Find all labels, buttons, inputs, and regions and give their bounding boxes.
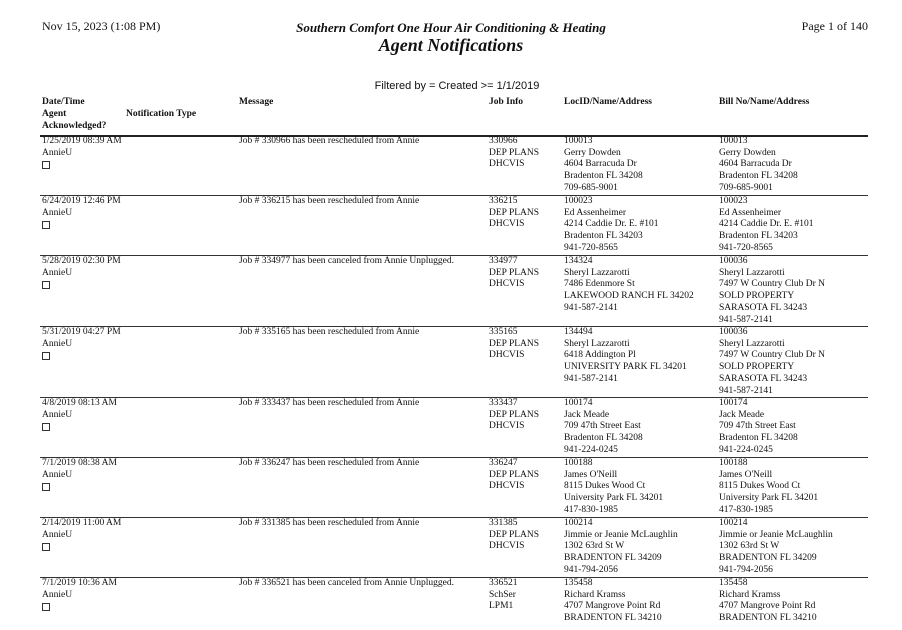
job-info-line: DHCVIS: [489, 219, 525, 230]
bill-address-line: 135458: [719, 578, 748, 588]
acknowledged-checkbox[interactable]: [42, 423, 50, 431]
loc-address-cell: [564, 136, 643, 195]
date-agent-cell: [42, 398, 117, 436]
date-agent-cell: [42, 136, 122, 174]
loc-address-line: 100013: [564, 136, 593, 146]
loc-address-line: Bradenton FL 34208: [564, 433, 643, 444]
bill-address-line: 709 47th Street East: [719, 421, 796, 432]
acknowledged-checkbox[interactable]: [42, 603, 50, 611]
bill-address-line: Gerry Dowden: [719, 147, 776, 158]
bill-address-line: Bradenton FL 34203: [719, 231, 798, 242]
job-info-line: DHCVIS: [489, 159, 525, 170]
loc-address-line: UNIVERSITY PARK FL 34201: [564, 362, 687, 373]
agent: AnnieU: [42, 338, 73, 349]
bill-address-line: BRADENTON FL 34209: [719, 553, 817, 564]
loc-address-line: BRADENTON FL 34210: [564, 613, 662, 624]
loc-address-cell: [564, 398, 643, 457]
bill-address-line: 100023: [719, 196, 748, 206]
loc-address-line: Gerry Dowden: [564, 147, 621, 158]
acknowledged-checkbox[interactable]: [42, 221, 50, 229]
agent: AnnieU: [42, 409, 73, 420]
loc-address-line: 709 47th Street East: [564, 421, 641, 432]
bill-address-line: 100214: [719, 518, 748, 528]
loc-address-line: University Park FL 34201: [564, 493, 664, 504]
bill-address-cell: [719, 518, 833, 577]
agent: AnnieU: [42, 207, 73, 218]
col-header-acknowledged: Acknowledged?: [42, 121, 107, 131]
job-info-line: 331385: [489, 518, 518, 528]
bill-address-cell: [719, 136, 798, 195]
bill-address-line: 100174: [719, 398, 748, 408]
loc-address-line: BRADENTON FL 34209: [564, 553, 662, 564]
loc-address-line: 7486 Edenmore St: [564, 279, 635, 290]
message: Job # 330966 has been rescheduled from Annie: [239, 136, 420, 146]
bill-address-cell: [719, 256, 825, 326]
date-agent-cell: [42, 458, 117, 496]
message: Job # 331385 has been rescheduled from Annie: [239, 518, 420, 528]
loc-address-line: Sheryl Lazzarotti: [564, 267, 630, 278]
datetime: 5/28/2019 02:30 PM: [42, 256, 121, 266]
message: Job # 335165 has been rescheduled from Annie: [239, 327, 420, 337]
job-info-cell: [489, 256, 539, 291]
bill-address-line: 4707 Mangrove Point Rd: [719, 601, 816, 612]
loc-address-line: Bradenton FL 34208: [564, 171, 643, 182]
bill-address-cell: [719, 458, 818, 517]
job-info-cell: [489, 578, 518, 613]
loc-address-line: Ed Assenheimer: [564, 207, 627, 218]
datetime: 7/1/2019 10:36 AM: [42, 578, 117, 588]
bill-address-line: 4214 Caddie Dr. E. #101: [719, 219, 814, 230]
date-agent-cell: [42, 578, 117, 616]
bill-address-line: Sheryl Lazzarotti: [719, 267, 785, 278]
bill-address-line: 100036: [719, 327, 748, 337]
bill-address-line: Jimmie or Jeanie McLaughlin: [719, 529, 833, 540]
job-info-line: DHCVIS: [489, 279, 525, 290]
filter-text: Filtered by = Created >= 1/1/2019: [374, 80, 540, 92]
bill-address-line: 100188: [719, 458, 748, 468]
loc-address-line: Richard Kramss: [564, 589, 626, 600]
col-header-loc: LocID/Name/Address: [564, 97, 652, 107]
job-info-cell: [489, 458, 539, 493]
loc-address-line: 941-587-2141: [564, 302, 618, 313]
bill-address-line: SARASOTA FL 34243: [719, 302, 808, 313]
datetime: 1/25/2019 08:39 AM: [42, 136, 122, 146]
loc-address-line: 100188: [564, 458, 593, 468]
acknowledged-checkbox[interactable]: [42, 161, 50, 169]
loc-address-line: Bradenton FL 34203: [564, 231, 643, 242]
acknowledged-checkbox[interactable]: [42, 281, 50, 289]
bill-address-line: 1302 63rd St W: [719, 541, 780, 552]
bill-address-line: BRADENTON FL 34210: [719, 613, 817, 624]
loc-address-line: Sheryl Lazzarotti: [564, 338, 630, 349]
bill-address-line: 7497 W Country Club Dr N: [719, 279, 825, 290]
bill-address-line: 941-720-8565: [719, 242, 773, 253]
loc-address-cell: [564, 458, 663, 517]
loc-address-line: 8115 Dukes Wood Ct: [564, 481, 646, 492]
report-date: Nov 15, 2023 (1:08 PM): [42, 19, 161, 33]
agent: AnnieU: [42, 469, 73, 480]
bill-address-line: 941-587-2141: [719, 314, 773, 325]
date-agent-cell: [42, 256, 121, 294]
acknowledged-checkbox[interactable]: [42, 543, 50, 551]
job-info-cell: [489, 518, 539, 553]
loc-address-cell: [564, 196, 658, 255]
job-info-line: 336215: [489, 196, 518, 206]
date-agent-cell: [42, 518, 121, 556]
bill-address-cell: [719, 398, 798, 457]
job-info-line: 335165: [489, 327, 518, 337]
bill-address-line: SOLD PROPERTY: [719, 362, 795, 373]
job-info-line: DEP PLANS: [489, 469, 540, 480]
datetime: 7/1/2019 08:38 AM: [42, 458, 117, 468]
job-info-line: LPM1: [489, 601, 514, 612]
message: Job # 336247 has been rescheduled from Annie: [239, 458, 420, 468]
job-info-line: 336247: [489, 458, 518, 468]
datetime: 6/24/2019 12:46 PM: [42, 196, 121, 206]
job-info-cell: [489, 398, 539, 433]
bill-address-line: 417-830-1985: [719, 504, 773, 515]
loc-address-line: 4707 Mangrove Point Rd: [564, 601, 661, 612]
loc-address-line: Jack Meade: [564, 409, 610, 420]
job-info-line: 333437: [489, 398, 518, 408]
message: Job # 336521 has been canceled from Annie Unplugged.: [239, 578, 455, 588]
job-info-line: DHCVIS: [489, 541, 525, 552]
bill-address-line: Ed Assenheimer: [719, 207, 782, 218]
loc-address-line: 941-224-0245: [564, 444, 618, 455]
bill-address-line: 941-794-2056: [719, 564, 773, 575]
loc-address-line: 4214 Caddie Dr. E. #101: [564, 219, 659, 230]
loc-address-line: 941-794-2056: [564, 564, 618, 575]
job-info-cell: [489, 327, 539, 362]
message: Job # 333437 has been rescheduled from Annie: [239, 398, 420, 408]
agent: AnnieU: [42, 529, 73, 540]
bill-address-line: Richard Kramss: [719, 589, 781, 600]
loc-address-line: 1302 63rd St W: [564, 541, 625, 552]
col-header-message: Message: [239, 97, 274, 107]
bill-address-line: 100036: [719, 256, 748, 266]
job-info-line: SchSer: [489, 589, 516, 600]
job-info-line: DEP PLANS: [489, 409, 540, 420]
loc-address-line: 4604 Barracuda Dr: [564, 159, 637, 170]
loc-address-cell: [564, 578, 662, 625]
loc-address-line: 6418 Addington Pl: [564, 350, 636, 361]
job-info-cell: [489, 196, 539, 231]
col-header-agent: Agent: [42, 109, 67, 119]
job-info-line: DEP PLANS: [489, 147, 540, 158]
loc-address-cell: [564, 327, 687, 386]
job-info-line: DEP PLANS: [489, 267, 540, 278]
bill-address-line: James O'Neill: [719, 469, 773, 480]
bill-address-line: Bradenton FL 34208: [719, 171, 798, 182]
bill-address-line: SOLD PROPERTY: [719, 291, 795, 302]
job-info-line: 330966: [489, 136, 518, 146]
datetime: 5/31/2019 04:27 PM: [42, 327, 121, 337]
loc-address-line: 134494: [564, 327, 593, 337]
loc-address-line: 134324: [564, 256, 593, 266]
bill-address-line: 4604 Barracuda Dr: [719, 159, 792, 170]
bill-address-line: Jack Meade: [719, 409, 765, 420]
loc-address-line: Jimmie or Jeanie McLaughlin: [564, 529, 678, 540]
date-agent-cell: [42, 327, 121, 365]
job-info-line: DHCVIS: [489, 481, 525, 492]
loc-address-line: LAKEWOOD RANCH FL 34202: [564, 291, 694, 302]
col-header-job-info: Job Info: [489, 97, 524, 107]
bill-address-cell: [719, 196, 813, 255]
loc-address-line: 417-830-1985: [564, 504, 618, 515]
bill-address-line: 100013: [719, 136, 748, 146]
loc-address-cell: [564, 518, 678, 577]
bill-address-line: SARASOTA FL 34243: [719, 373, 808, 384]
bill-address-line: 7497 W Country Club Dr N: [719, 350, 825, 361]
loc-address-line: 135458: [564, 578, 593, 588]
bill-address-line: University Park FL 34201: [719, 493, 819, 504]
loc-address-line: 100023: [564, 196, 593, 206]
loc-address-line: 100214: [564, 518, 593, 528]
bill-address-line: 8115 Dukes Wood Ct: [719, 481, 801, 492]
loc-address-line: 709-685-9001: [564, 182, 618, 193]
job-info-line: DHCVIS: [489, 350, 525, 361]
date-agent-cell: [42, 196, 121, 234]
job-info-line: DEP PLANS: [489, 338, 540, 349]
col-header-datetime: Date/Time: [42, 97, 85, 107]
col-header-notification-type: Notification Type: [126, 109, 197, 119]
bill-address-line: 941-224-0245: [719, 444, 773, 455]
loc-address-line: James O'Neill: [564, 469, 618, 480]
loc-address-line: 941-587-2141: [564, 373, 618, 384]
acknowledged-checkbox[interactable]: [42, 483, 50, 491]
loc-address-line: 941-720-8565: [564, 242, 618, 253]
job-info-line: DHCVIS: [489, 421, 525, 432]
datetime: 2/14/2019 11:00 AM: [42, 518, 122, 528]
bill-address-cell: [719, 327, 825, 397]
bill-address-line: 941-587-2141: [719, 385, 773, 396]
bill-address-line: Bradenton FL 34208: [719, 433, 798, 444]
report-title: Agent Notifications: [378, 35, 524, 55]
job-info-line: DEP PLANS: [489, 529, 540, 540]
bill-address-line: Sheryl Lazzarotti: [719, 338, 785, 349]
message: Job # 336215 has been rescheduled from Annie: [239, 196, 420, 206]
acknowledged-checkbox[interactable]: [42, 352, 50, 360]
job-info-line: 334977: [489, 256, 518, 266]
agent: AnnieU: [42, 267, 73, 278]
agent: AnnieU: [42, 147, 73, 158]
job-info-cell: [489, 136, 539, 171]
loc-address-cell: [564, 256, 694, 315]
message: Job # 334977 has been canceled from Annie Unplugged.: [239, 256, 455, 266]
job-info-line: 336521: [489, 578, 518, 588]
loc-address-line: 100174: [564, 398, 593, 408]
col-header-bill: Bill No/Name/Address: [719, 97, 810, 107]
agent: AnnieU: [42, 589, 73, 600]
datetime: 4/8/2019 08:13 AM: [42, 398, 117, 408]
bill-address-line: 709-685-9001: [719, 182, 773, 193]
job-info-line: DEP PLANS: [489, 207, 540, 218]
page-number: Page 1 of 140: [801, 19, 868, 33]
bill-address-cell: [719, 578, 817, 625]
company-name: Southern Comfort One Hour Air Conditioning & Heating: [296, 20, 606, 35]
